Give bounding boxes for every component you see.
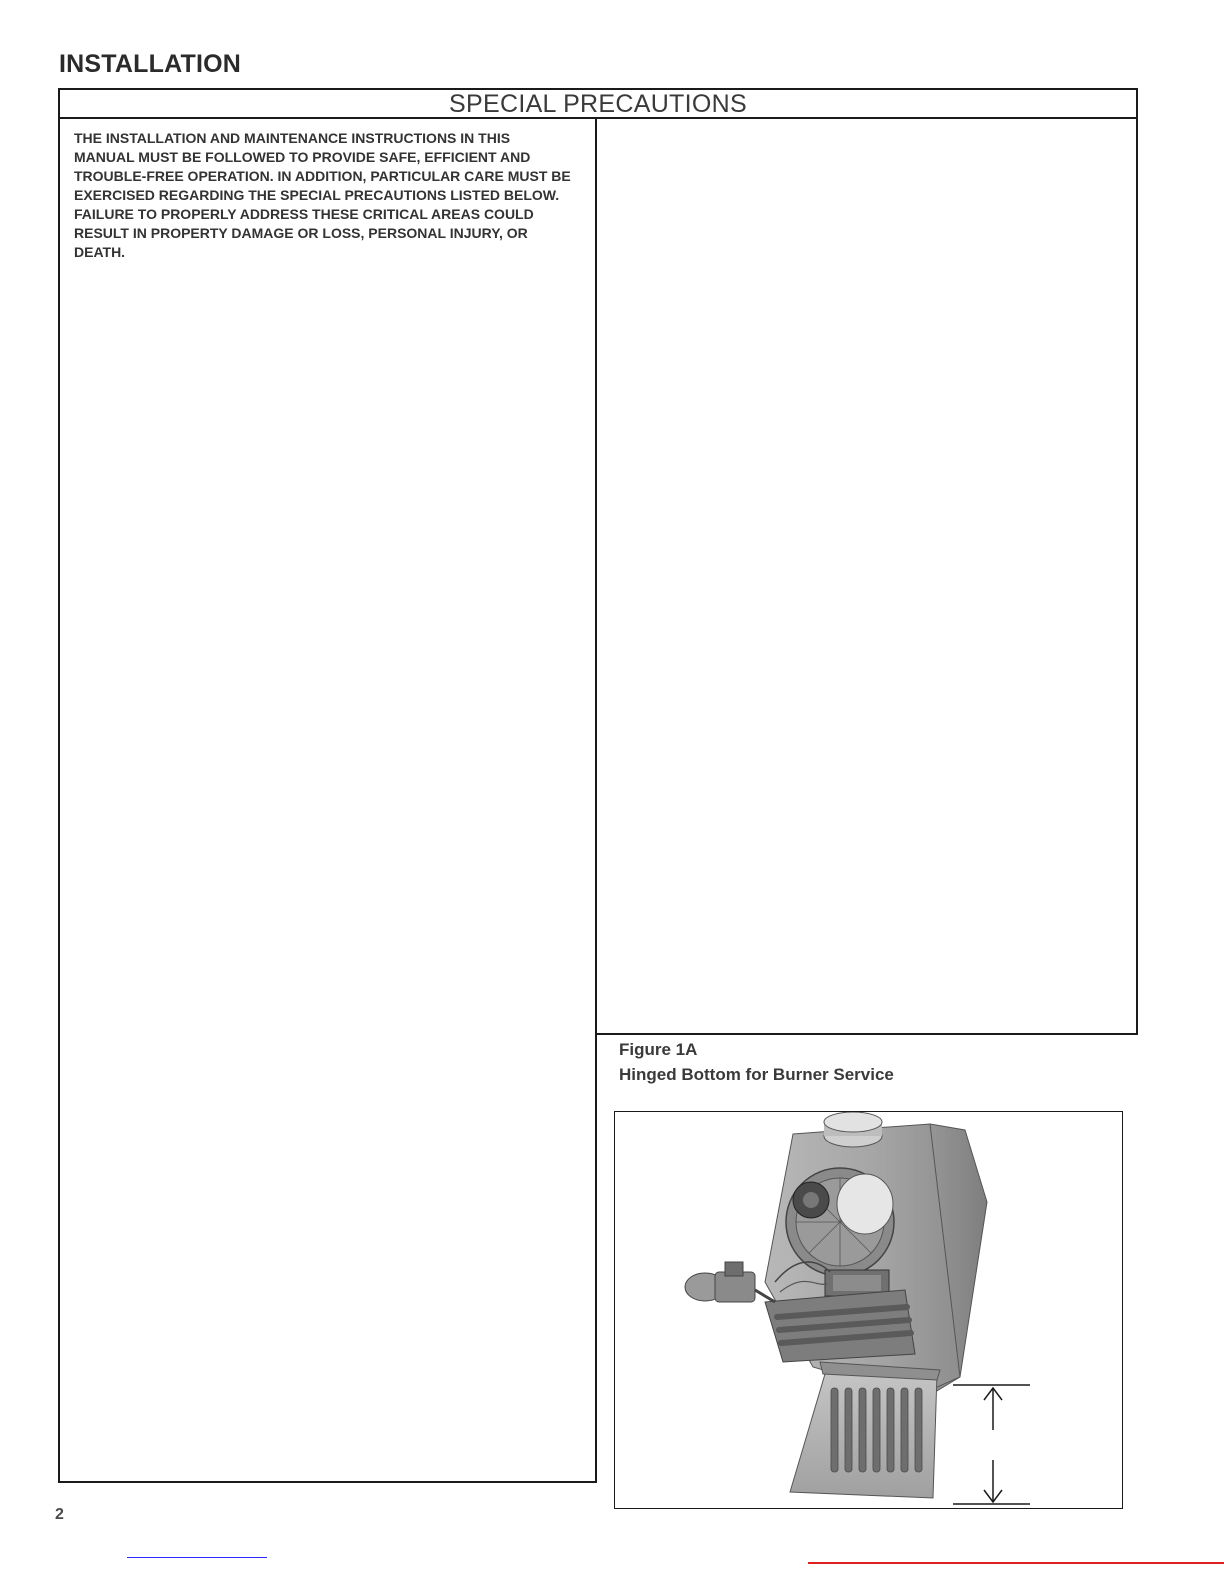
dimension-arrows (953, 1385, 1030, 1504)
figure-number: Figure 1A (619, 1040, 698, 1059)
burner-tubes (765, 1290, 915, 1362)
figure-title: Hinged Bottom for Burner Service (619, 1065, 894, 1084)
figure-1a-frame (614, 1111, 1123, 1509)
fan-assembly (786, 1168, 894, 1276)
footer-link-underline[interactable] (127, 1557, 267, 1558)
heater-illustration (615, 1112, 1122, 1508)
precautions-intro-text: THE INSTALLATION AND MAINTENANCE INSTRUCTIONS IN THIS MANUAL MUST BE FOLLOWED TO PROVIDE SAFE, EFFICIENT AND TROUBLE-FREE OPERATION. IN ADDITION, PARTICULAR CARE MUST BE EXERCISED REGARDING THE SPECIAL PRECAUTIONS LISTED BELOW. FAILURE TO PROPERLY ADDRESS THESE CRITICAL AREAS COULD RESULT IN PROPERTY DAMAGE OR LOSS, PERSONAL INJURY, OR DEATH. (74, 130, 571, 260)
special-precautions-header: SPECIAL PRECAUTIONS (58, 88, 1138, 119)
precautions-right-column (595, 117, 1138, 1035)
gas-valve (685, 1262, 775, 1302)
precautions-left-column (58, 117, 597, 1483)
figure-caption (619, 1037, 894, 1087)
section-title: INSTALLATION (59, 50, 242, 78)
hinged-bottom-panel (790, 1362, 940, 1498)
footer-red-rule (808, 1562, 1224, 1564)
page-number: 2 (55, 1506, 64, 1523)
